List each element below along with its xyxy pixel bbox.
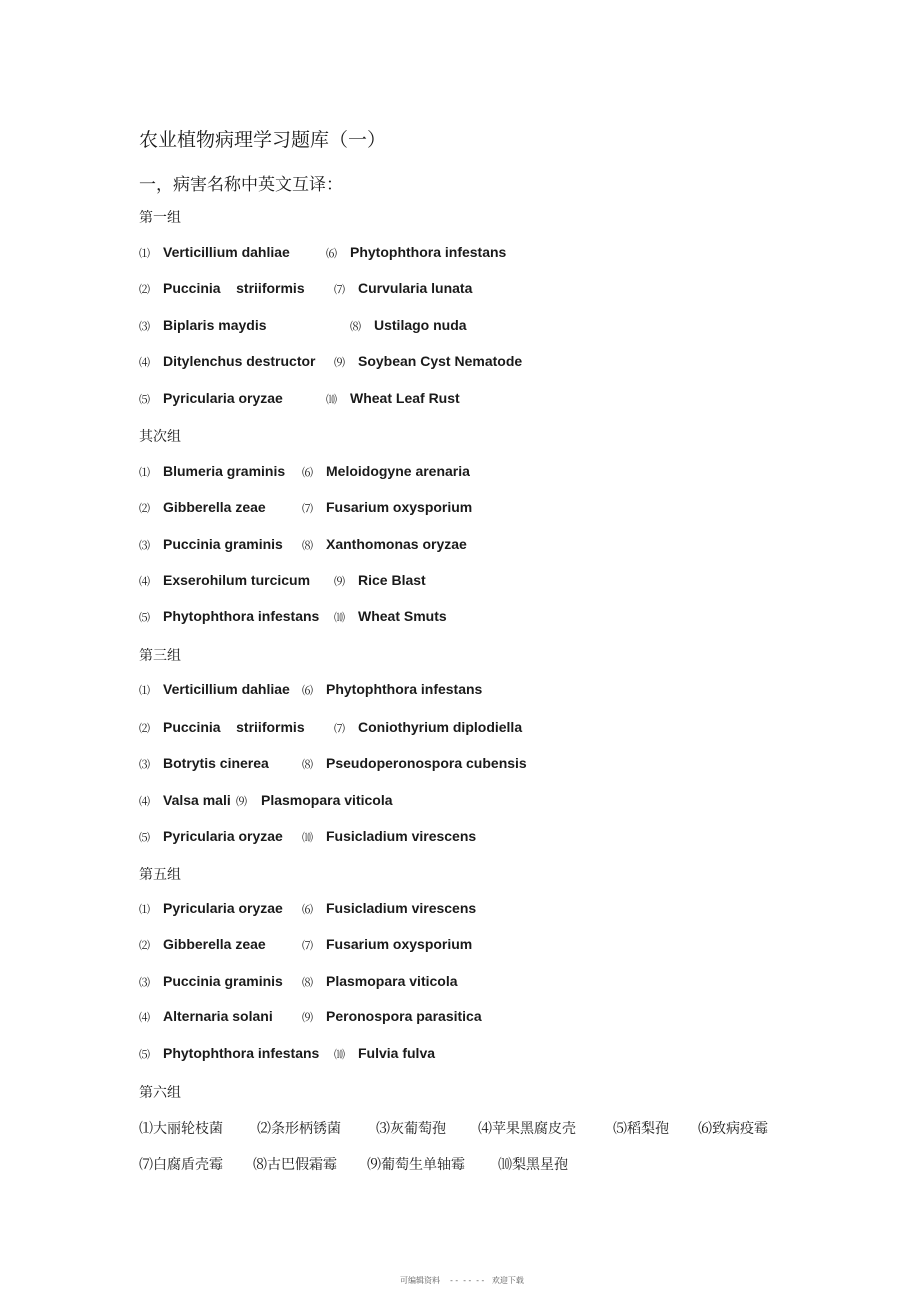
chinese-name-item: ⑸稻梨孢: [613, 1121, 669, 1137]
pathogen-name: Wheat Leaf Rust: [350, 390, 460, 406]
group-heading: 第三组: [139, 648, 181, 664]
pathogen-name: Alternaria solani: [163, 1008, 273, 1024]
item-number: ⑴: [139, 903, 150, 916]
pathogen-name: Puccinia striiformis: [163, 719, 305, 735]
pathogen-name: Valsa mali: [163, 792, 231, 808]
pathogen-name: Ditylenchus destructor: [163, 353, 316, 369]
item-number: ⑴: [139, 684, 150, 697]
pathogen-name: Fulvia fulva: [358, 1045, 436, 1061]
pathogen-name: Biplaris maydis: [163, 317, 267, 333]
group-heading: 其次组: [139, 429, 181, 445]
pathogen-name: Phytophthora infestans: [350, 244, 507, 260]
item-number: ⑶: [139, 539, 150, 552]
item-number: ⑻: [350, 320, 361, 333]
item-number: ⑻: [302, 758, 313, 771]
pathogen-name: Gibberella zeae: [163, 936, 266, 952]
item-number: ⑶: [139, 320, 150, 333]
item-number: ⑸: [139, 831, 150, 844]
pathogen-name: Phytophthora infestans: [326, 681, 483, 697]
section-heading: 一，病害名称中英文互译：: [139, 175, 343, 195]
item-number: ⑻: [302, 976, 313, 989]
item-number: ⑸: [139, 611, 150, 624]
pathogen-name: Blumeria graminis: [163, 463, 286, 479]
item-number: ⑶: [139, 976, 150, 989]
pathogen-name: Fusarium oxysporium: [326, 936, 473, 952]
item-number: ⑷: [139, 795, 150, 808]
pathogen-name: Fusarium oxysporium: [326, 499, 473, 515]
pathogen-name: Puccinia striiformis: [163, 280, 305, 296]
item-number: ⑽: [334, 611, 345, 624]
chinese-name-item: ⑼葡萄生单轴霉: [367, 1157, 465, 1173]
pathogen-name: Botrytis cinerea: [163, 755, 269, 771]
item-number: ⑶: [139, 758, 150, 771]
item-number: ⑴: [139, 247, 150, 260]
pathogen-name: Coniothyrium diplodiella: [358, 719, 523, 735]
item-number: ⑹: [302, 903, 313, 916]
pathogen-name: Pyricularia oryzae: [163, 900, 283, 916]
pathogen-name: Soybean Cyst Nematode: [358, 353, 523, 369]
pathogen-name: Rice Blast: [358, 572, 426, 588]
pathogen-name: Wheat Smuts: [358, 608, 447, 624]
document-title: 农业植物病理学习题库（一）: [139, 129, 387, 151]
group-heading: 第一组: [139, 210, 181, 226]
item-number: ⑹: [326, 247, 337, 260]
item-number: ⑷: [139, 1011, 150, 1024]
item-number: ⑽: [302, 831, 313, 844]
item-number: ⑹: [302, 466, 313, 479]
pathogen-name: Peronospora parasitica: [326, 1008, 482, 1024]
pathogen-name: Fusicladium virescens: [326, 900, 477, 916]
item-number: ⑼: [236, 795, 247, 808]
pathogen-name: Phytophthora infestans: [163, 608, 320, 624]
item-number: ⑵: [139, 939, 150, 952]
item-number: ⑴: [139, 466, 150, 479]
item-number: ⑽: [326, 393, 337, 406]
item-number: ⑼: [334, 356, 345, 369]
pathogen-name: Puccinia graminis: [163, 973, 283, 989]
item-number: ⑸: [139, 393, 150, 406]
pathogen-name: Fusicladium virescens: [326, 828, 477, 844]
item-number: ⑽: [334, 1048, 345, 1061]
item-number: ⑺: [302, 939, 313, 952]
item-number: ⑺: [302, 502, 313, 515]
pathogen-name: Ustilago nuda: [374, 317, 467, 333]
pathogen-name: Xanthomonas oryzae: [326, 536, 467, 552]
pathogen-name: Meloidogyne arenaria: [326, 463, 470, 479]
chinese-name-item: ⑷苹果黑腐皮壳: [478, 1121, 576, 1137]
item-number: ⑺: [334, 283, 345, 296]
pathogen-name: Plasmopara viticola: [326, 973, 458, 989]
chinese-name-item: ⑵条形柄锈菌: [257, 1121, 341, 1137]
item-number: ⑷: [139, 356, 150, 369]
pathogen-name: Plasmopara viticola: [261, 792, 393, 808]
pathogen-name: Curvularia lunata: [358, 280, 473, 296]
group-heading: 第六组: [139, 1085, 181, 1101]
chinese-name-item: ⑻古巴假霜霉: [253, 1157, 337, 1173]
page-footer: 可编辑资料 - - - - - - 欢迎下载: [400, 1276, 524, 1285]
chinese-name-item: ⑶灰葡萄孢: [376, 1121, 446, 1137]
item-number: ⑻: [302, 539, 313, 552]
pathogen-name: Pseudoperonospora cubensis: [326, 755, 527, 771]
group-heading: 第五组: [139, 867, 181, 883]
item-number: ⑵: [139, 283, 150, 296]
item-number: ⑺: [334, 722, 345, 735]
chinese-name-item: ⑽梨黑星孢: [498, 1157, 568, 1173]
pathogen-name: Puccinia graminis: [163, 536, 283, 552]
chinese-name-item: ⑺白腐盾壳霉: [139, 1157, 223, 1173]
pathogen-name: Verticillium dahliae: [163, 244, 290, 260]
pathogen-name: Pyricularia oryzae: [163, 390, 283, 406]
pathogen-name: Phytophthora infestans: [163, 1045, 320, 1061]
pathogen-name: Verticillium dahliae: [163, 681, 290, 697]
pathogen-name: Gibberella zeae: [163, 499, 266, 515]
item-number: ⑼: [334, 575, 345, 588]
pathogen-name: Pyricularia oryzae: [163, 828, 283, 844]
pathogen-name: Exserohilum turcicum: [163, 572, 311, 588]
item-number: ⑵: [139, 502, 150, 515]
chinese-name-item: ⑴大丽轮枝菌: [139, 1121, 223, 1137]
item-number: ⑼: [302, 1011, 313, 1024]
item-number: ⑸: [139, 1048, 150, 1061]
item-number: ⑵: [139, 722, 150, 735]
chinese-name-item: ⑹致病疫霉: [698, 1121, 768, 1137]
item-number: ⑹: [302, 684, 313, 697]
item-number: ⑷: [139, 575, 150, 588]
